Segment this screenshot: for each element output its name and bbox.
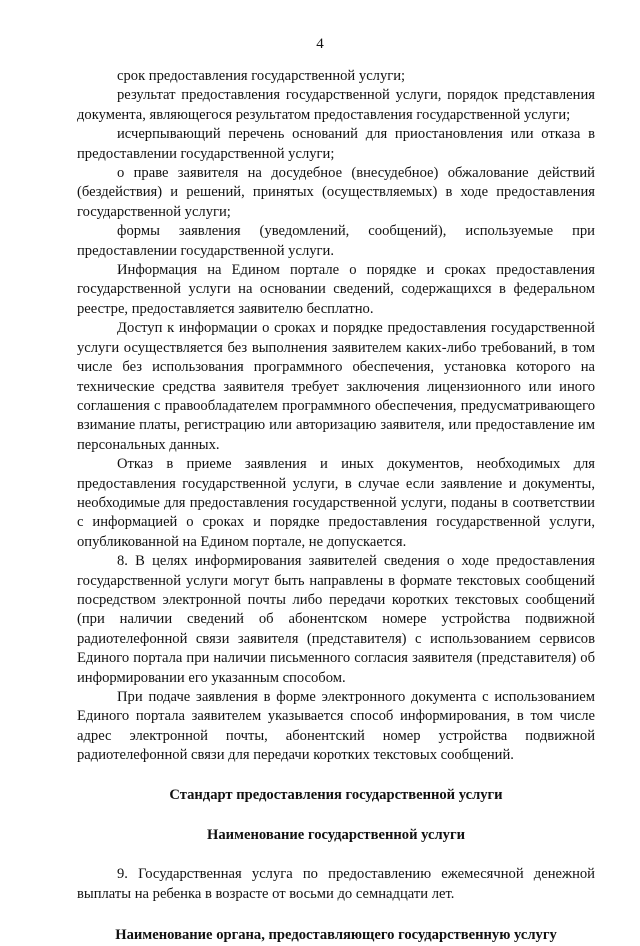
paragraph-grounds-list: исчерпывающий перечень оснований для приостановления или отказа в предоставлении государственной услуги; bbox=[77, 126, 595, 162]
paragraph-appeal-right: о праве заявителя на досудебное (внесудебное) обжалование действий (бездействия) и решений, принятых (осуществляемых) в ходе предоставления государственной услуги; bbox=[77, 165, 595, 220]
paragraph-forms: формы заявления (уведомлений, сообщений), используемые при предоставлении государственной услуги. bbox=[77, 223, 595, 259]
paragraph-term: срок предоставления государственной услуги; bbox=[117, 68, 406, 84]
paragraph-9-service: 9. Государственная услуга по предоставлению ежемесячной денежной выплаты на ребенка в возрасте от восьми до семнадцати лет. bbox=[77, 866, 595, 902]
heading-standard: Стандарт предоставления государственной услуги bbox=[169, 786, 503, 803]
page-number: 4 bbox=[316, 36, 324, 52]
document-body bbox=[77, 67, 595, 946]
paragraph-refusal: Отказ в приеме заявления и иных документов, необходимых для предоставления государственной услуги, в случае если заявление и документы, необходимые для предоставления государственной услуги, поданы в соответствии с информацией о сроках и порядке предоставления государственной услуги, опубликованной на Едином портале, не допускается. bbox=[77, 456, 595, 550]
paragraph-result: результат предоставления государственной услуги, порядок представления документа, являющегося результатом предоставления государственной услуги; bbox=[77, 87, 595, 123]
paragraph-access: Доступ к информации о сроках и порядке предоставления государственной услуги осуществляется без выполнения заявителем каких-либо требований, в том числе без использования программного обеспечения, установка которого на технические средства заявителя требует заключения лицензионного или иного соглашения с правообладателем программного обеспечения, предусматривающего взимание платы, регистрацию или авторизацию заявителя, или предоставление им персональных данных. bbox=[77, 320, 595, 453]
paragraph-8-informing: 8. В целях информирования заявителей сведения о ходе предоставления государственной услуги могут быть направлены в формате текстовых сообщений посредством электронной почты либо передачи коротких текстовых сообщений (при наличии сведений об абонентском номере устройства подвижной радиотелефонной связи заявителя (представителя) с использованием сервисов Единого портала при наличии письменного согласия заявителя (представителя) об информировании его указанным способом. bbox=[77, 553, 595, 686]
heading-providing-organ: Наименование органа, предоставляющего государственную услугу bbox=[115, 927, 557, 944]
paragraph-informing-method: При подаче заявления в форме электронного документа с использованием Единого портала заявителем указывается способ информирования, в том числе адрес электронной почты, абонентский номер устройства подвижной радиотелефонной связи для передачи коротких текстовых сообщений. bbox=[77, 689, 595, 764]
paragraph-portal-info: Информация на Едином портале о порядке и сроках предоставления государственной услуги на основании сведений, содержащихся в федеральном реестре, предоставляется заявителю бесплатно. bbox=[77, 262, 595, 317]
heading-service-name: Наименование государственной услуги bbox=[207, 827, 465, 844]
